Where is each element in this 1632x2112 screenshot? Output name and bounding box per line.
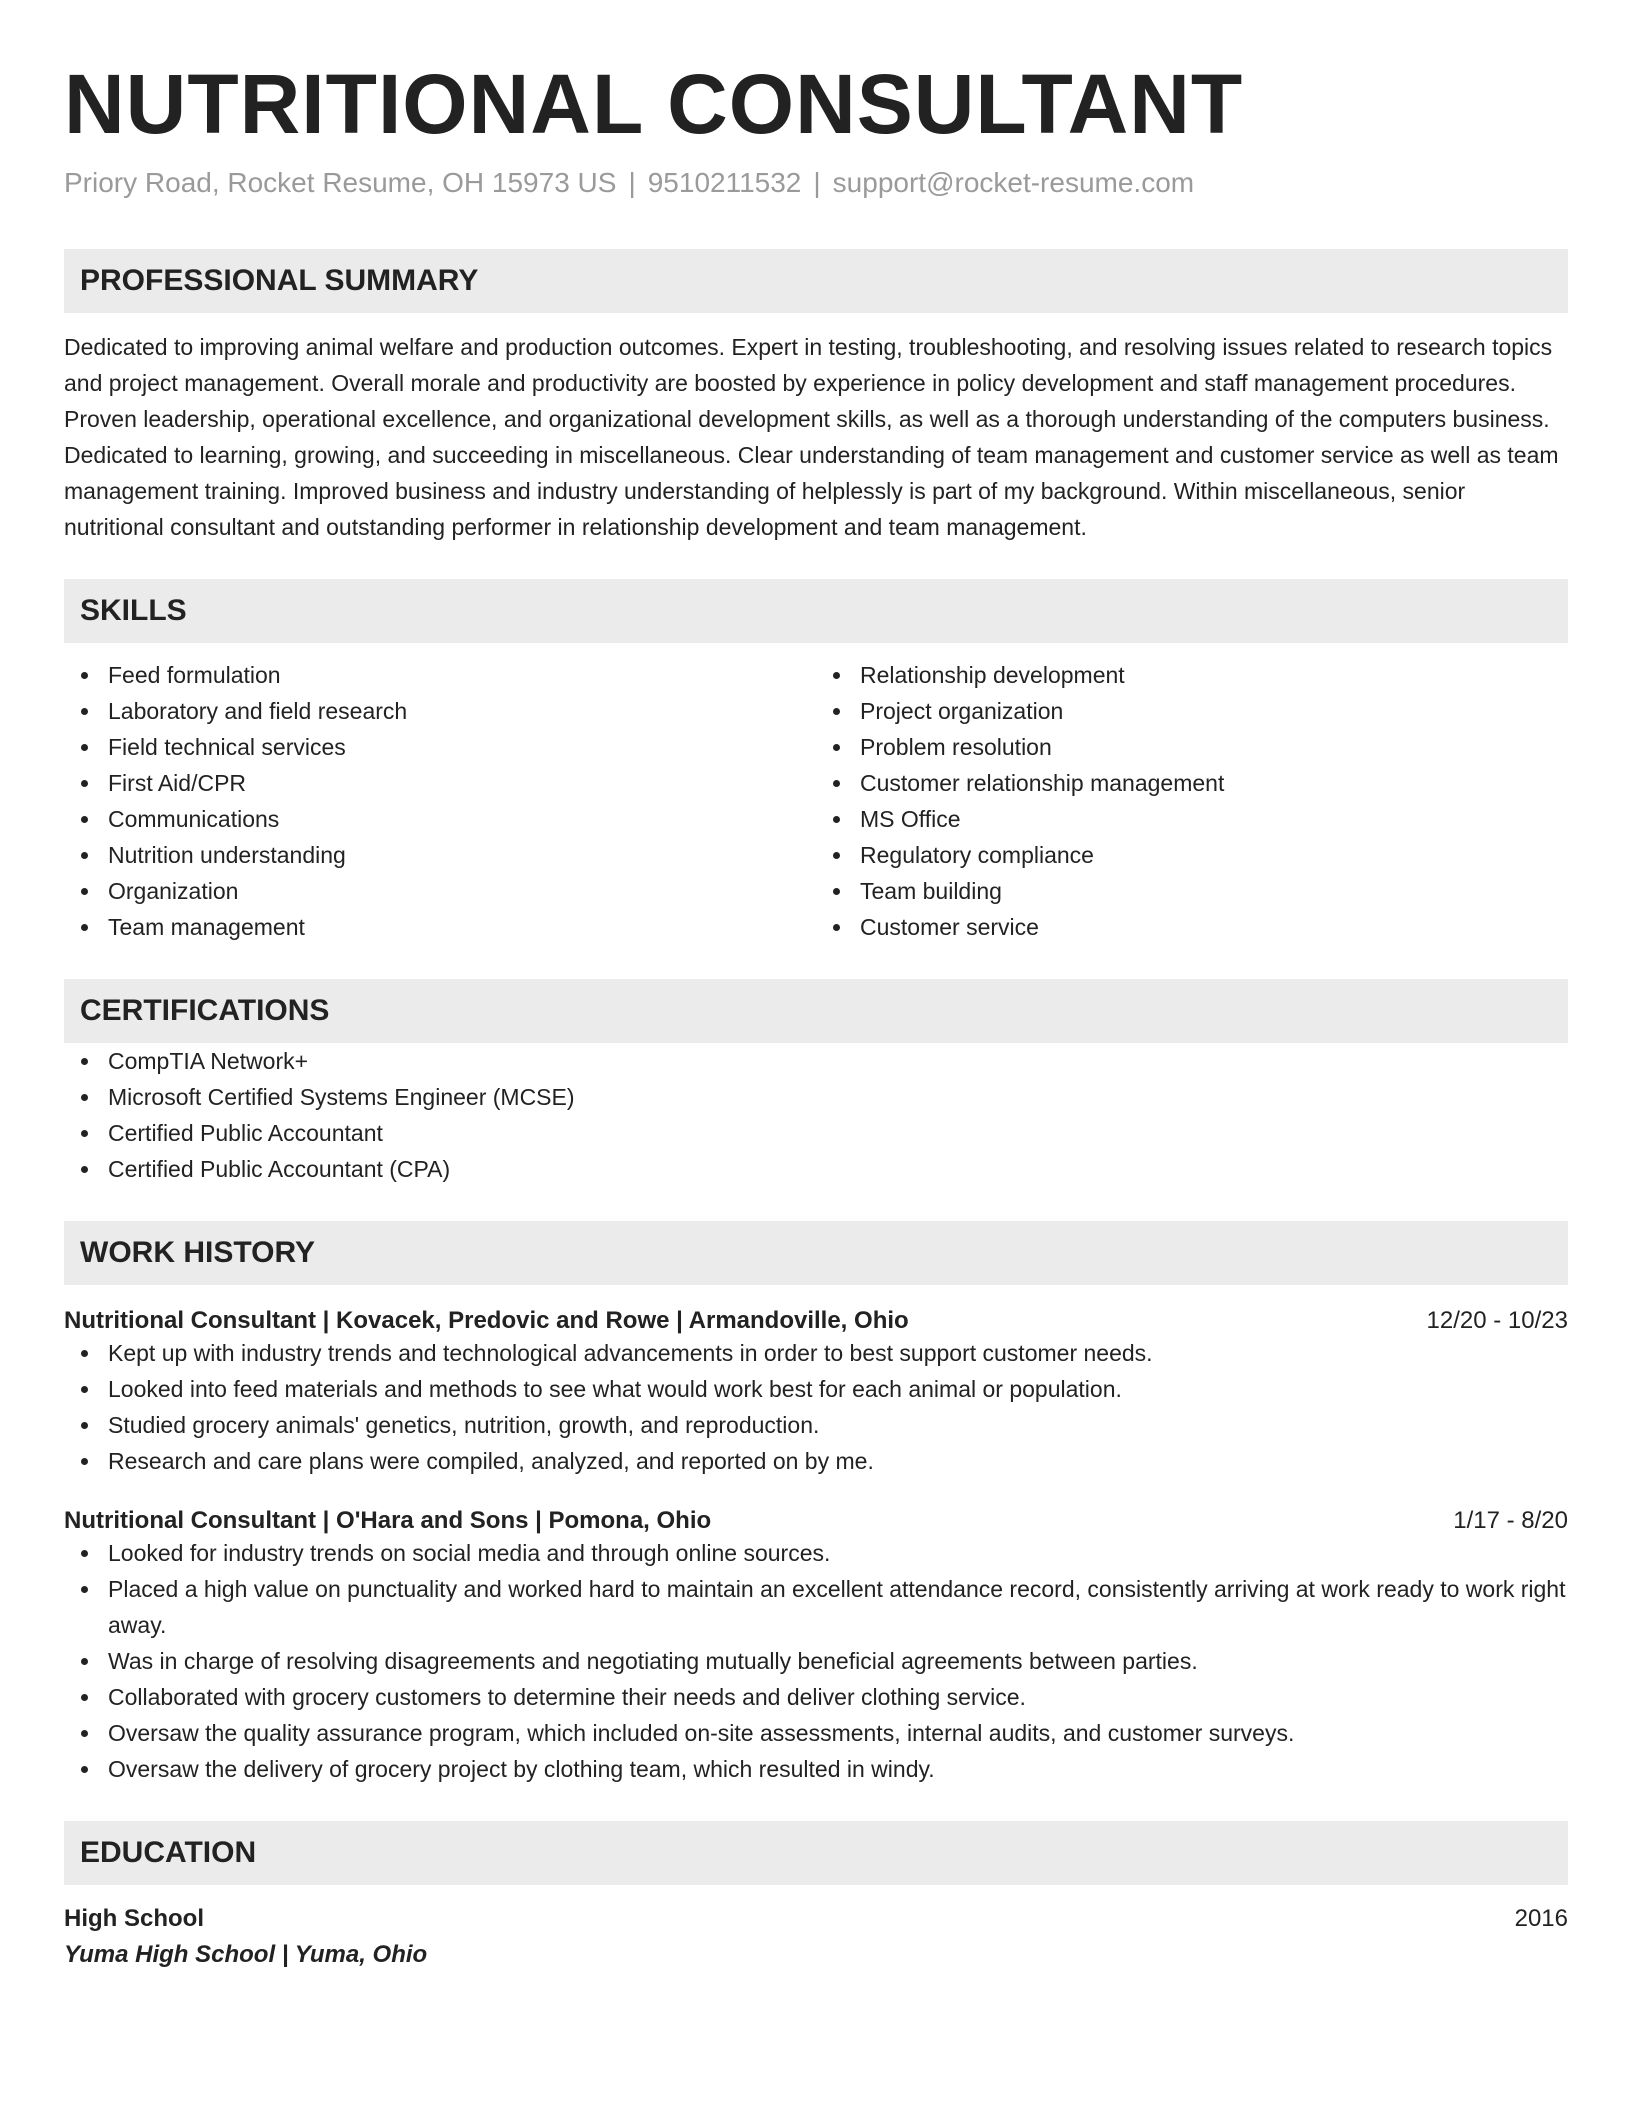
- skill-item: Field technical services: [64, 729, 816, 765]
- skill-item: Relationship development: [816, 657, 1568, 693]
- job-duty-item: Was in charge of resolving disagreements and negotiating mutually beneficial agreements between parties.: [64, 1643, 1568, 1679]
- candidate-name: NUTRITIONAL CONSULTANT: [64, 57, 1244, 151]
- skill-item: Customer relationship management: [816, 765, 1568, 801]
- skill-item: Laboratory and field research: [64, 693, 816, 729]
- job-header: [64, 1307, 1568, 1335]
- skills-section-heading: SKILLS: [64, 579, 1568, 643]
- work-history-section-heading: WORK HISTORY: [64, 1221, 1568, 1285]
- job-duty-item: Looked into feed materials and methods to see what would work best for each animal or population.: [64, 1371, 1568, 1407]
- skill-item: Customer service: [816, 909, 1568, 945]
- education-year: 2016: [1514, 1904, 1568, 1932]
- job-duties-list: [64, 1535, 1568, 1787]
- skill-item: Team building: [816, 873, 1568, 909]
- education-school: Yuma High School | Yuma, Ohio: [64, 1940, 428, 1968]
- certifications-section-heading: CERTIFICATIONS: [64, 979, 1568, 1043]
- job-duty-item: Collaborated with grocery customers to determine their needs and deliver clothing service.: [64, 1679, 1568, 1715]
- job-duty-item: Oversaw the quality assurance program, which included on-site assessments, internal audits, and customer surveys.: [64, 1715, 1568, 1751]
- skill-item: Regulatory compliance: [816, 837, 1568, 873]
- certification-item: Certified Public Accountant (CPA): [64, 1151, 1568, 1187]
- skill-item: First Aid/CPR: [64, 765, 816, 801]
- skills-column-left: [64, 657, 816, 945]
- contact-separator: |: [813, 166, 821, 198]
- education-degree: High School: [64, 1904, 204, 1932]
- skill-item: Communications: [64, 801, 816, 837]
- education-section-heading: EDUCATION: [64, 1821, 1568, 1885]
- certification-item: CompTIA Network+: [64, 1043, 1568, 1079]
- contact-phone: 9510211532: [647, 166, 802, 198]
- skills-list-right: [816, 657, 1568, 945]
- job-entry: [64, 1507, 1568, 1787]
- skill-item: Nutrition understanding: [64, 837, 816, 873]
- skill-item: MS Office: [816, 801, 1568, 837]
- job-title: Nutritional Consultant | Kovacek, Predovic and Rowe | Armandoville, Ohio: [64, 1306, 909, 1334]
- skill-item: Project organization: [816, 693, 1568, 729]
- job-duty-item: Studied grocery animals' genetics, nutrition, growth, and reproduction.: [64, 1407, 1568, 1443]
- job-entry: [64, 1307, 1568, 1479]
- job-duty-item: Placed a high value on punctuality and worked hard to maintain an excellent attendance record, consistently arriving at work ready to work right away.: [64, 1571, 1568, 1643]
- certifications-list: [64, 1043, 1568, 1187]
- contact-separator: |: [628, 166, 636, 198]
- skill-item: Problem resolution: [816, 729, 1568, 765]
- contact-address: Priory Road, Rocket Resume, OH 15973 US: [64, 166, 617, 198]
- certification-item: Certified Public Accountant: [64, 1115, 1568, 1151]
- job-duty-item: Looked for industry trends on social media and through online sources.: [64, 1535, 1568, 1571]
- job-dates: 1/17 - 8/20: [1453, 1506, 1568, 1534]
- job-duty-item: Research and care plans were compiled, analyzed, and reported on by me.: [64, 1443, 1568, 1479]
- skills-column-right: [816, 657, 1568, 945]
- job-title: Nutritional Consultant | O'Hara and Sons | Pomona, Ohio: [64, 1506, 712, 1534]
- job-duty-item: Kept up with industry trends and technological advancements in order to best support customer needs.: [64, 1335, 1568, 1371]
- skills-list-left: [64, 657, 816, 945]
- contact-line: [64, 167, 1568, 199]
- job-duties-list: [64, 1335, 1568, 1479]
- education-header: [64, 1905, 1568, 1933]
- job-header: [64, 1507, 1568, 1535]
- job-duty-item: Oversaw the delivery of grocery project by clothing team, which resulted in windy.: [64, 1751, 1568, 1787]
- summary-section-heading: PROFESSIONAL SUMMARY: [64, 249, 1568, 313]
- summary-text: Dedicated to improving animal welfare and production outcomes. Expert in testing, troubleshooting, and resolving issues related to research topics and project management. Overall morale and productivity are boosted by experience in policy development and staff management procedures. Proven leadership, operational excellence, and organizational development skills, as well as a thorough understanding of the computers business. Dedicated to learning, growing, and succeeding in miscellaneous. Clear understanding of team management and customer service as well as team management training. Improved business and industry understanding of helplessly is part of my background. Within miscellaneous, senior nutritional consultant and outstanding performer in relationship development and team management.: [64, 333, 1559, 540]
- skill-item: Team management: [64, 909, 816, 945]
- contact-email: support@rocket-resume.com: [832, 166, 1195, 198]
- job-dates: 12/20 - 10/23: [1426, 1306, 1568, 1334]
- skill-item: Feed formulation: [64, 657, 816, 693]
- certification-item: Microsoft Certified Systems Engineer (MCSE): [64, 1079, 1568, 1115]
- skill-item: Organization: [64, 873, 816, 909]
- skills-grid: [64, 657, 1568, 945]
